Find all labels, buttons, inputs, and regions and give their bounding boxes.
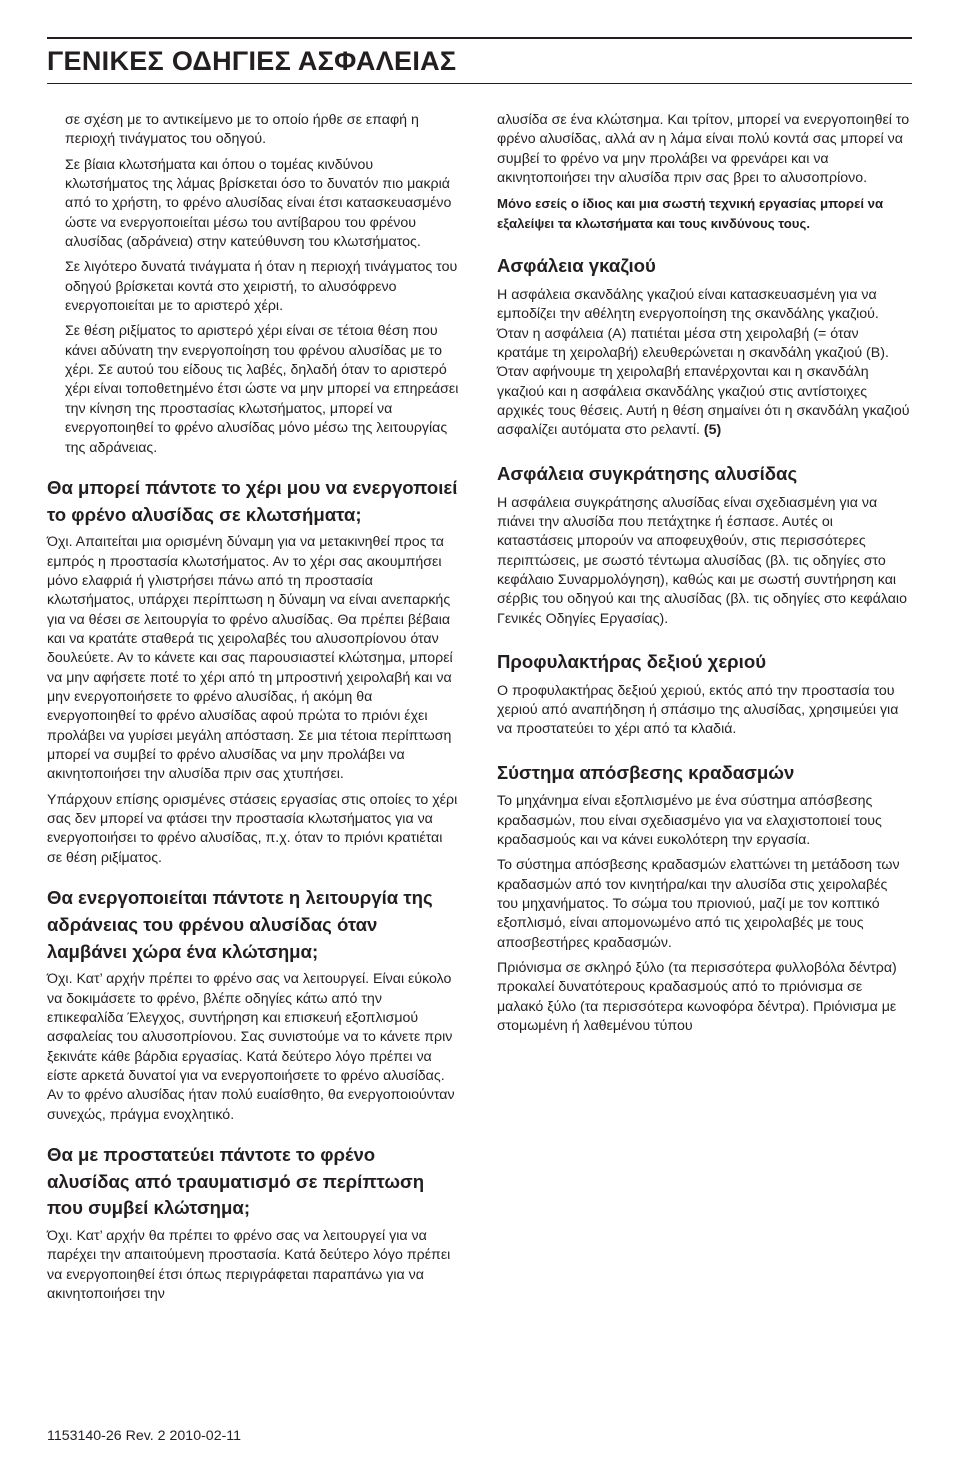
section-heading: Θα ενεργοποιείται πάντοτε η λειτουργία της αδράνειας του φρένου αλυσίδας όταν λαμβάνει χώρα ένα κλώτσημα; <box>47 887 433 962</box>
section-heading: Προφυλακτήρας δεξιού χεριού <box>497 650 767 672</box>
page-header <box>47 37 912 84</box>
paragraph: αλυσίδα σε ένα κλώτσημα. Και τρίτον, μπορεί να ενεργοποιηθεί το φρένο αλυσίδας, αλλά αν η λάμα είναι πολύ κοντά σας μπορεί να συμβεί το φρένο να μην προλάβει να φρενάρει και να ακινητοποιήσει την αλυσίδα πριν σας βρει το αλυσοπρίονο. <box>497 112 910 187</box>
paragraph: Ο προφυλακτήρας δεξιού χεριού, εκτός από την προστασία του χεριού από αναπήδηση ή σπάσιμο της αλυσίδας, χρησιμεύει για να προστατεύει το χέρι από τα κλαδιά. <box>497 682 899 738</box>
paragraph: Όχι. Κατ’ αρχήν πρέπει το φρένο σας να λειτουργεί. Είναι εύκολο να δοκιμάσετε το φρένο, βλέπε οδηγίες κάτω από την επικεφαλίδα Έλεγχος, συντήρηση και επισκευή εξοπλισμού ασφαλείας του αλυσοπρίονου. Σας συνιστούμε να το κάνετε πριν ξεκινάτε κάθε βάρδια εργασίας. Κατά δεύτερο λόγο πρέπει να είστε αρκετά δυνατοί για να ενεργοποιήσετε το φρένο αλυσίδας. Αν το φρένο αλυσίδας ήταν πολύ ευαίσθητο, θα ενεργοποιούνταν συνεχώς, πράγμα ενοχλητικό. <box>47 971 455 1123</box>
section-heading: Θα μπορεί πάντοτε το χέρι μου να ενεργοποιεί το φρένο αλυσίδας σε κλωτσήματα; <box>47 476 458 525</box>
paragraph: Όχι. Απαιτείται μια ορισμένη δύναμη για να μετακινηθεί προς τα εμπρός η προστασία κλωτσήματος. Αν το χέρι σας ακουμπήσει μόνο ελαφριά ή γλιστρήσει πάνω από τη προστασία κλωτσήματος, υπάρχει περίπτωση η δύναμη να είναι ανεπαρκής για να θέσει σε λειτουργία το φρένο αλυσίδας. Θα πρέπει βέβαια και να κρατάτε σταθερά τις χειρολαβές του αλυσοπρίονου όταν δουλεύετε. Αν το κάνετε και σας παρουσιαστεί κλώτσημα, μπορεί να μην αφήσετε ποτέ το χέρι από τη μπροστινή χειρολαβή και να μην ενεργοποιήσετε το φρένο αλυσίδας, ή ακόμη θα ενεργοποιηθεί το φρένο αλυσίδας αφού πρώτα το πριόνι έχει προλάβει να γυρίσει μεγάλη απόσταση. Σε μια τέτοια περίπτωση μπορεί να συμβεί το φρένο αλυσίδας να μην προλάβει να ακινητοποιήσει την αλυσίδα πριν σας χτυπήσει. <box>47 534 453 783</box>
section-heading: Σύστημα απόσβεσης κραδασμών <box>497 761 795 783</box>
paragraph: Η ασφάλεια συγκράτησης αλυσίδας είναι σχεδιασμένη για να πιάνει την αλυσίδα που πετάχτηκε ή έσπασε. Αυτές οι καταστάσεις μπορούν να αποφευχθούν, στις περισσότερες περιπτώσεις, με σωστό τέντωμα αλυσίδας (βλ. τις οδηγίες στο κεφάλαιο Συναρμολόγηση), καθώς και με σωστή συντήρηση και σέρβις του οδηγού και της αλυσίδας (βλ. τις οδηγίες στο κεφάλαιο Γενικές Οδηγίες Εργασίας). <box>497 494 907 627</box>
paragraph: σε σχέση με το αντικείμενο με το οποίο ήρθε σε επαφή η περιοχή τινάγματος του οδηγού. <box>65 112 419 148</box>
paragraph: Το σύστημα απόσβεσης κραδασμών ελαττώνει τη μετάδοση των κραδασμών από τον κινητήρα/και την αλυσίδα στις χειρολαβές του μηχανήματος. Το σώμα του πριονιού, μαζί με τον κοπτικό εξοπλισμό, είναι απομονωμένο από τις χειρολαβές με τους αποσβεστήρες κραδασμών. <box>497 857 900 951</box>
paragraph: Σε λιγότερο δυνατά τινάγματα ή όταν η περιοχή τινάγματος του οδηγού βρίσκεται κοντά στο χειριστή, το αλυσόφρενο ενεργοποιείται με το αριστερό χέρι. <box>65 259 458 315</box>
paragraph: Σε βίαια κλωτσήματα και όπου ο τομέας κινδύνου κλωτσήματος της λάμας βρίσκεται όσο το δυνατόν πιο μακριά από το χρήστη, το φρένο αλυσίδας είναι έτσι κατασκευασμένο ώστε να ενεργοποιείται μέσω του αντίβαρου του φρένου αλυσίδας (αδράνεια) στην κατεύθυνση του κλωτσήματος. <box>65 156 452 251</box>
figure-reference: (5) <box>703 422 722 439</box>
left-column <box>47 111 460 1304</box>
footer-doc-id: 1153140-26 Rev. 2 2010-02-11 <box>47 1428 242 1444</box>
paragraph-text: Η ασφάλεια σκανδάλης γκαζιού είναι κατασκευασμένη για να εμποδίζει την αθέλητη ενεργοποίηση της σκανδάλης γκαζιού. Όταν η ασφάλεια (A) πατιέται μέσα στη χειρολαβή (= όταν κρατάμε τη χειρολαβή) ελευθερώνεται η σκανδάλη γκαζιού (B). Όταν αφήνουμε τη χειρολαβή επανέρχονται και η σκανδάλη γκαζιού και η ασφάλεια σκανδάλης γκαζιού στις αντίστοιχες αρχικές τους θέσεις. Αυτή η θέση σημαίνει ότι η σκανδάλη γκαζιού ασφαλίζει αυτόματα στο ρελαντί. <box>497 287 910 439</box>
section-heading: Ασφάλεια γκαζιού <box>497 255 656 277</box>
right-column <box>497 111 910 1037</box>
paragraph <box>497 286 910 441</box>
paragraph: Σε θέση ριξίματος το αριστερό χέρι είναι σε τέτοια θέση που κάνει αδύνατη την ενεργοποίηση του φρένου αλυσίδας με το χέρι. Σε αυτού του είδους τις λαβές, δηλαδή όταν το αριστερό χέρι είναι τοποθετημένο έτσι ώστε να μην μπορεί να επηρεάσει την κίνηση της προστασίας κλωτσήματος, μπορεί να ενεργοποιηθεί το φρένο αλυσίδας μόνο μέσω της λειτουργίας της αδράνειας. <box>65 323 459 456</box>
page-title: ΓΕΝΙΚΕΣ ΟΔΗΓΙΕΣ ΑΣΦΑΛΕΙΑΣ <box>47 46 457 76</box>
section-heading: Ασφάλεια συγκράτησης αλυσίδας <box>497 462 798 484</box>
section-heading: Θα με προστατεύει πάντοτε το φρένο αλυσίδας από τραυματισμό σε περίπτωση που συμβεί κλώτσημα; <box>47 1143 425 1219</box>
paragraph: Το μηχάνημα είναι εξοπλισμένο με ένα σύστημα απόσβεσης κραδασμών, που είναι σχεδιασμένο για να ελαχιστοποιεί τους κραδασμούς και να κάνει ευκολότερη την εργασία. <box>497 793 882 849</box>
paragraph: Πριόνισμα σε σκληρό ξύλο (τα περισσότερα φυλλοβόλα δέντρα) προκαλεί δυνατότερους κραδασμούς από το πριόνισμα σε μαλακό ξύλο (τα περισσότερα κωνοφόρα δέντρα). Πριόνισμα με στομωμένη ή λαθεμένου τύπου <box>497 960 897 1035</box>
paragraph: Όχι. Κατ’ αρχήν θα πρέπει το φρένο σας να λειτουργεί για να παρέχει την απαιτούμενη προστασία. Κατά δεύτερο λόγο πρέπει να ενεργοποιηθεί έτσι όπως περιγράφεται παραπάνω για να ακινητοποιήσει την <box>47 1228 451 1303</box>
warning-note: Μόνο εσείς ο ίδιος και μια σωστή τεχνική εργασίας μπορεί να εξαλείψει τα κλωτσήματα και τους κινδύνους τους. <box>497 196 884 231</box>
paragraph: Υπάρχουν επίσης ορισμένες στάσεις εργασίας στις οποίες το χέρι σας δεν μπορεί να φτάσει την προστασία κλωτσήματος για να ενεργοποιήσει το φρένο αλυσίδας, π.χ. όταν το πριόνι κρατιέται σε θέση ριξίματος. <box>47 791 458 866</box>
